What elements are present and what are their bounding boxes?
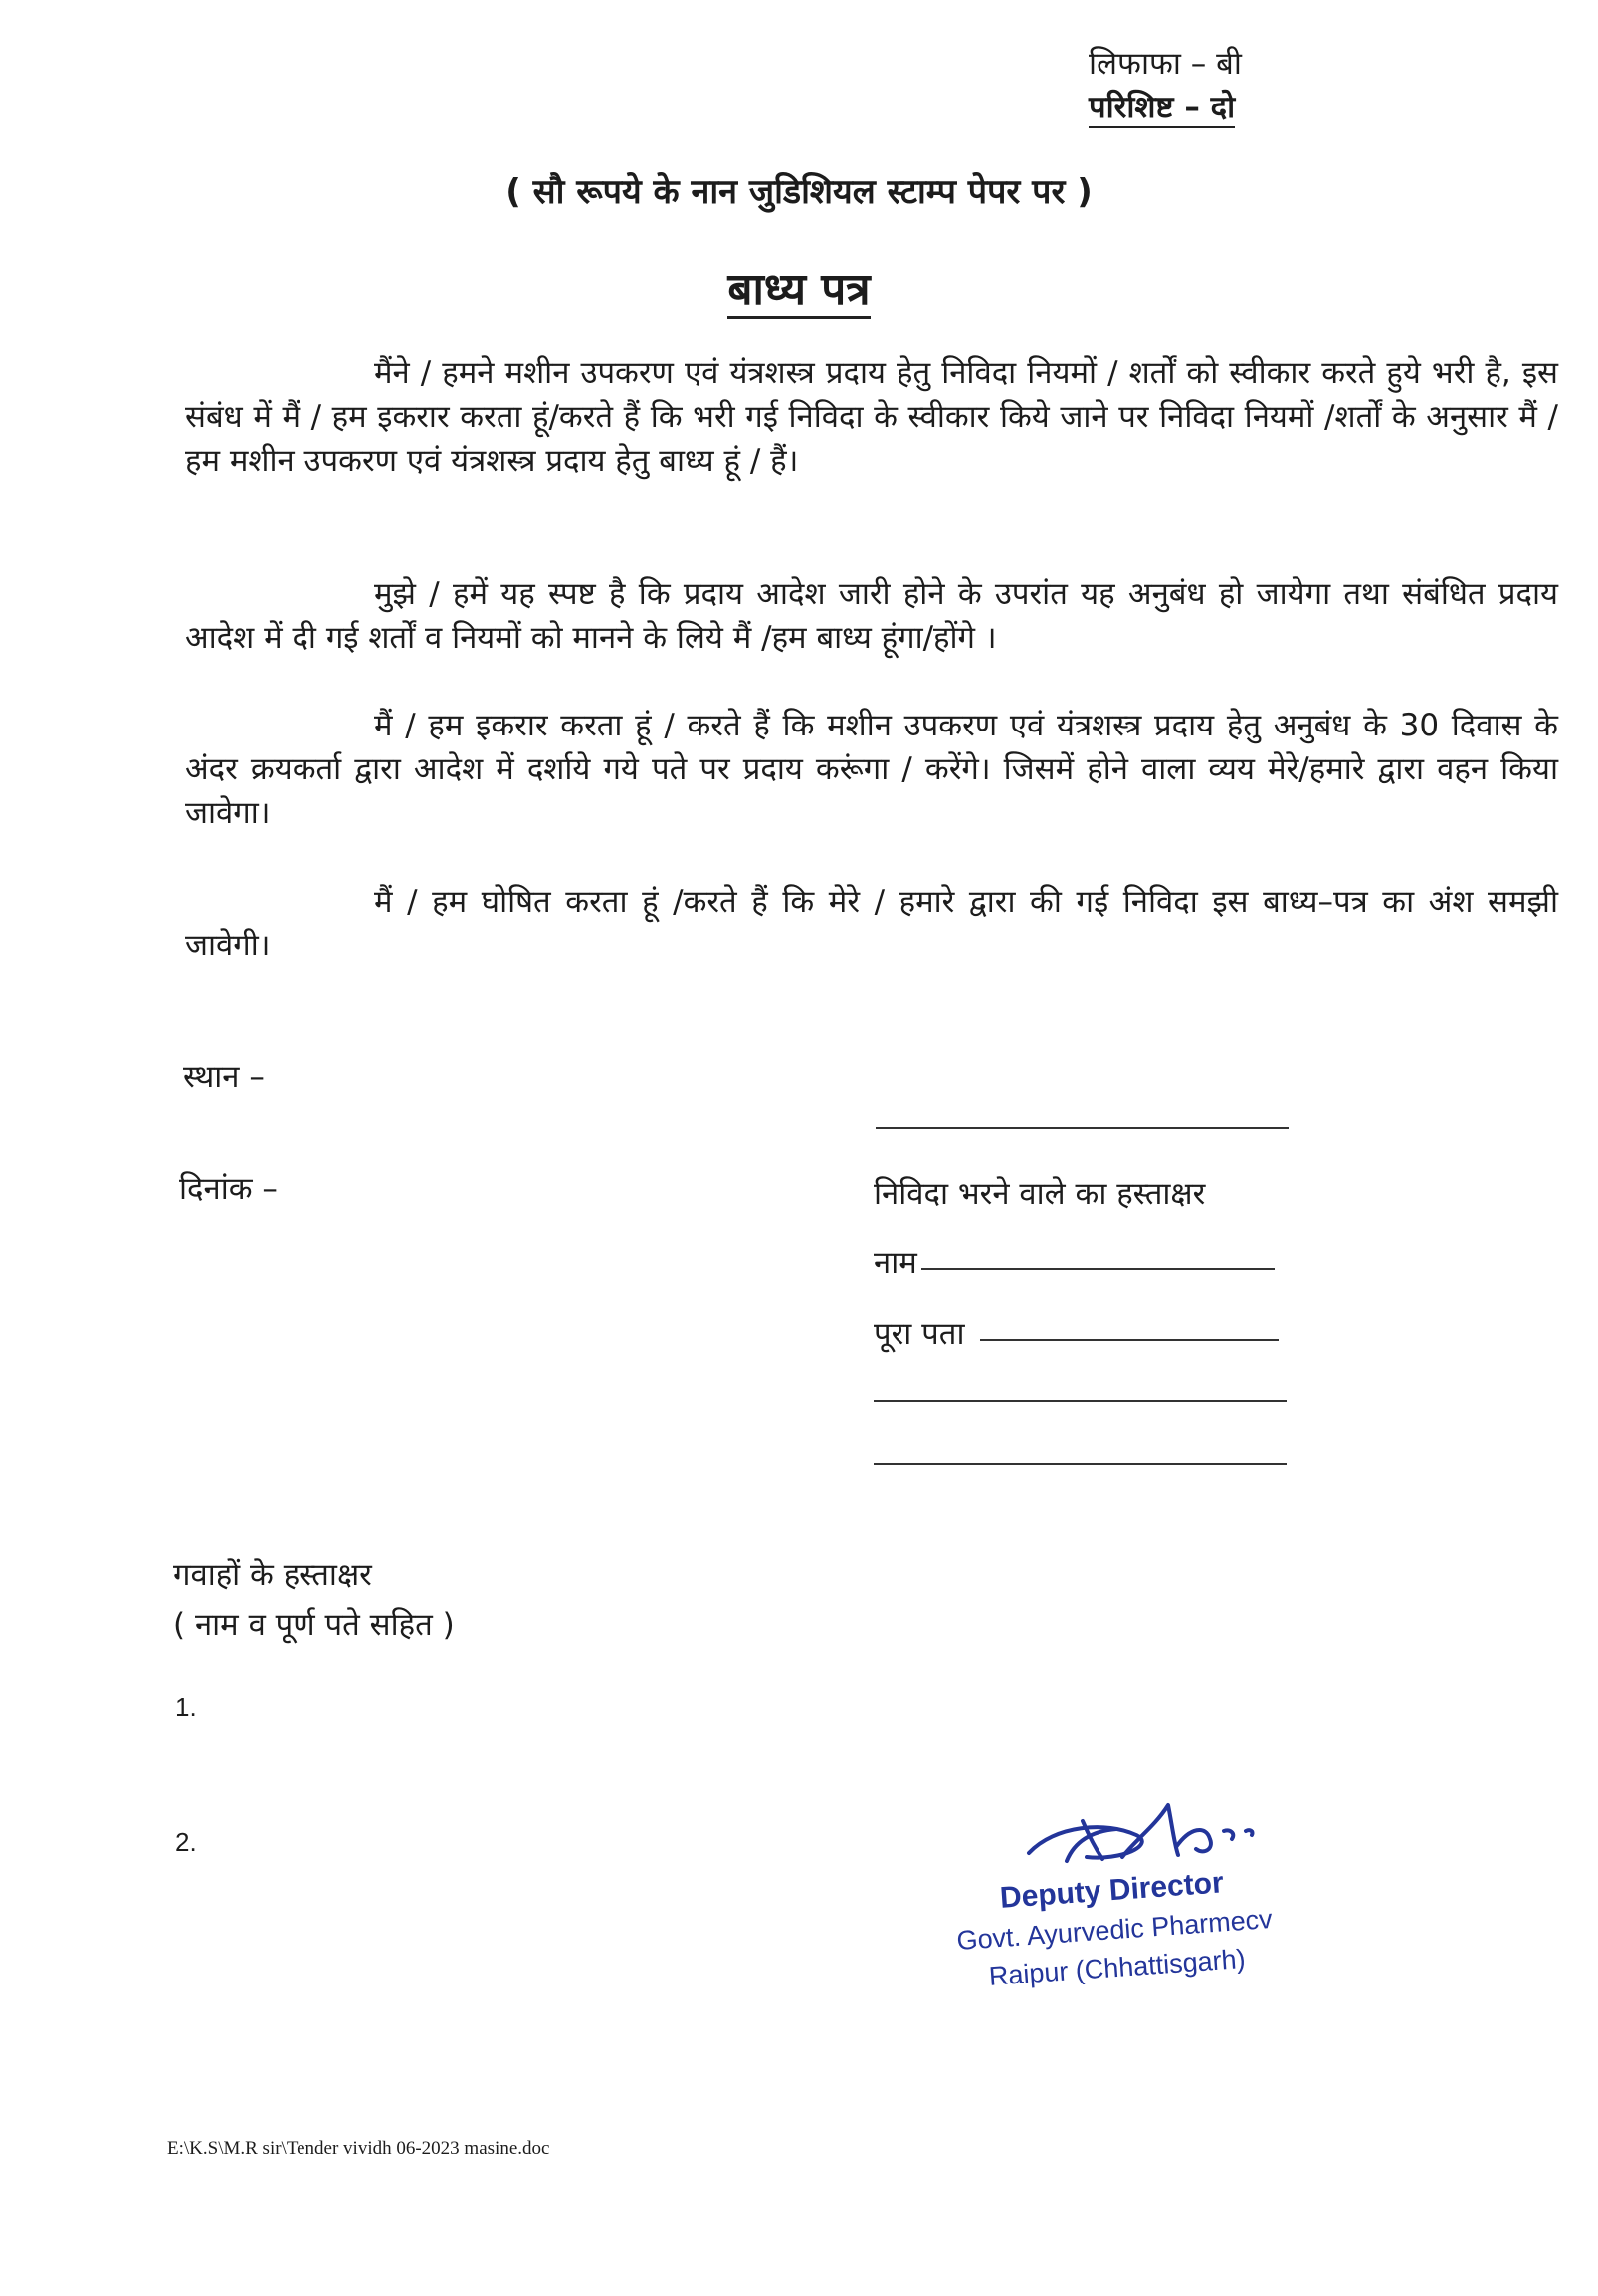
tenderer-signature-line xyxy=(876,1127,1289,1129)
address-blank-line xyxy=(980,1339,1279,1341)
annexure-label: परिशिष्ट – दो xyxy=(1089,90,1235,128)
witness-number-2: 2. xyxy=(175,1827,197,1857)
paragraph-1: मैंने / हमने मशीन उपकरण एवं यंत्रशस्त्र प्रदाय हेतु निविदा नियमों / शर्तों को स्वीकार करते हुये भरी है, इस संबंध में मैं / हम इकरार करता हूं/करते हैं कि भरी गई निविदा के स्वीकार किये जाने पर निविदा नियमों /शर्तों के अनुसार मैं / हम मशीन उपकरण एवं यंत्रशस्त्र प्रदाय हेतु बाध्य हूं / हैं। xyxy=(185,355,1558,479)
witness-number-1: 1. xyxy=(175,1692,197,1722)
address-blank-line-3 xyxy=(874,1463,1287,1465)
seal-location: Raipur (Chhattisgarh) xyxy=(987,1943,1247,1991)
envelope-label: लिफाफा – बी xyxy=(1089,46,1242,82)
date-label: दिनांक – xyxy=(179,1171,278,1207)
address-blank-line-2 xyxy=(874,1400,1287,1402)
name-label: नाम xyxy=(874,1245,917,1281)
witness-heading: गवाहों के हस्ताक्षर xyxy=(173,1558,372,1593)
stamp-paper-note: ( सौ रूपये के नान जुडिशियल स्टाम्प पेपर पर ) xyxy=(505,172,1093,212)
name-blank-line xyxy=(921,1268,1275,1270)
witness-subheading: ( नाम व पूर्ण पते सहित ) xyxy=(173,1607,455,1643)
witness-block xyxy=(173,1551,455,1650)
name-field xyxy=(874,1241,1275,1283)
seal-designation: Deputy Director xyxy=(998,1866,1225,1915)
place-label: स्थान – xyxy=(183,1059,265,1095)
seal-organization: Govt. Ayurvedic Pharmecv xyxy=(955,1903,1274,1957)
document-title: बाध्य पत्र xyxy=(727,264,870,319)
paragraph-4: मैं / हम घोषित करता हूं /करते हैं कि मेरे / हमारे द्वारा की गई निविदा इस बाध्य–पत्र का अंश समझी जावेगी। xyxy=(185,884,1558,963)
file-path-footer: E:\K.S\M.R sir\Tender vividh 06-2023 masine.doc xyxy=(167,2138,550,2159)
tenderer-signature-caption: निविदा भरने वाले का हस्ताक्षर xyxy=(874,1176,1206,1212)
official-seal xyxy=(926,1858,1301,1999)
envelope-header xyxy=(1089,42,1242,129)
address-label: पूरा पता xyxy=(874,1316,965,1352)
paragraph-3: मैं / हम इकरार करता हूं / करते हैं कि मशीन उपकरण एवं यंत्रशस्त्र प्रदाय हेतु अनुबंध के 30 दिवास के अंदर क्रयकर्ता द्वारा आदेश में दर्शाये गये पते पर प्रदाय करूंगा / करेंगे। जिसमें होने वाला व्यय मेरे/हमारे द्वारा वहन किया जावेगा। xyxy=(185,708,1558,831)
address-field xyxy=(874,1312,1279,1354)
paragraph-2: मुझे / हमें यह स्पष्ट है कि प्रदाय आदेश जारी होने के उपरांत यह अनुबंध हो जायेगा तथा संबंधित प्रदाय आदेश में दी गई शर्तों व नियमों को मानने के लिये मैं /हम बाध्य हूंगा/होंगे । xyxy=(185,576,1558,656)
document-title-wrapper xyxy=(0,257,1598,316)
